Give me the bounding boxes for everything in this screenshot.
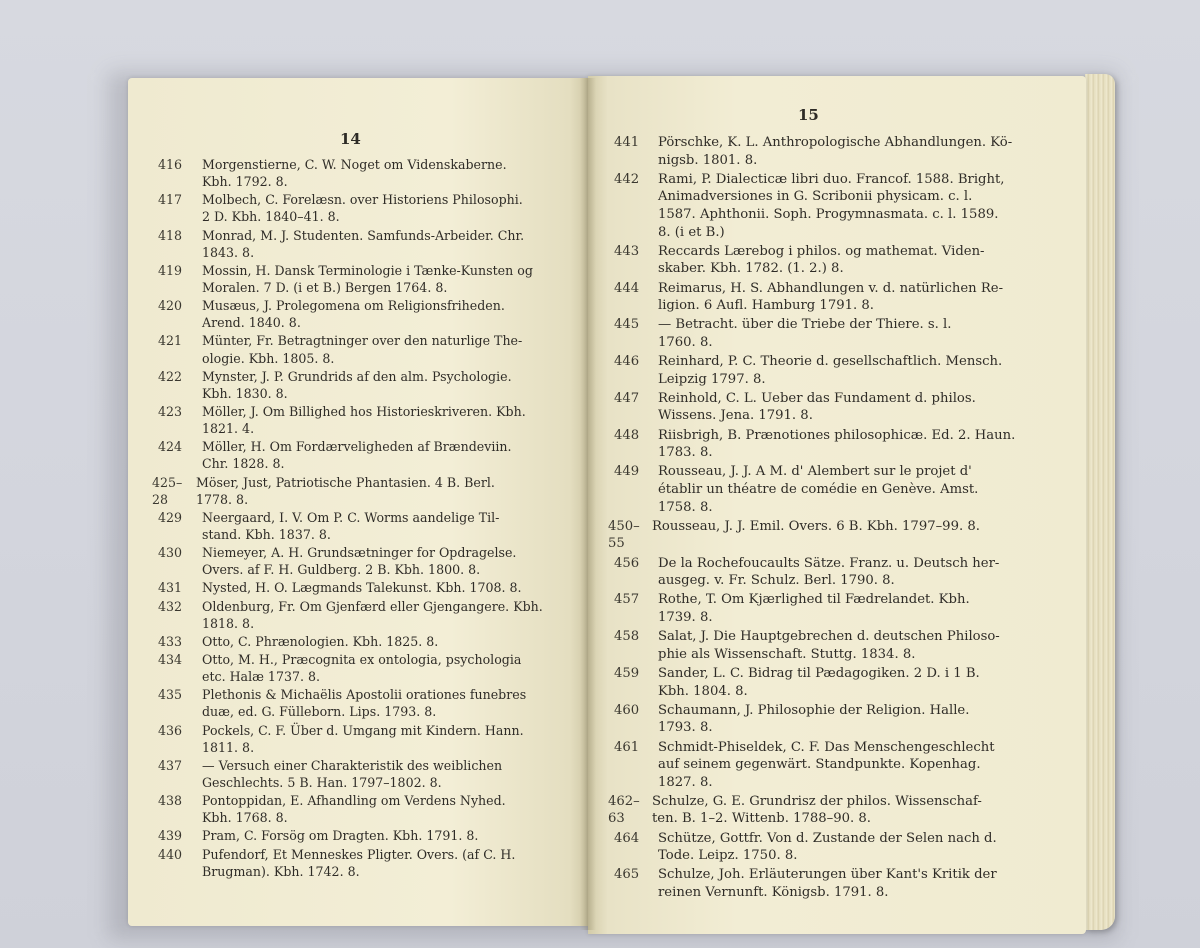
entry-number: 442 [614, 171, 640, 187]
entry-line: etc. Halæ 1737. 8. [202, 669, 321, 685]
entry-line: Leipzig 1797. 8. [658, 371, 766, 387]
entry-number: 456 [614, 555, 640, 571]
catalog-entry [614, 463, 1058, 516]
entry-line: Möller, J. Om Billighed hos Historieskriveren. Kbh. [202, 403, 526, 419]
entry-number: 465 [614, 867, 640, 883]
entry-text [658, 427, 1058, 462]
entry-line: Reinhard, P. C. Theorie d. gesellschaftlich. Mensch. [658, 354, 1003, 370]
entry-text [658, 280, 1058, 315]
entry-number: 434 [158, 652, 183, 668]
entry-number: 431 [158, 580, 183, 596]
entry-line: Rami, P. Dialecticæ libri duo. Francof. 1588. Bright, [658, 171, 1005, 187]
entry-text [652, 518, 1058, 553]
catalog-entry [614, 243, 1058, 278]
entry-number: 446 [614, 354, 640, 370]
catalog-entry [158, 438, 573, 472]
catalog-entry [614, 866, 1058, 901]
entry-line: ausgeg. v. Fr. Schulz. Berl. 1790. 8. [658, 573, 895, 589]
entry-number: 432 [158, 598, 183, 614]
catalog-entry [152, 474, 573, 508]
entry-line: 2 D. Kbh. 1840–41. 8. [202, 209, 340, 225]
entry-line: ologie. Kbh. 1805. 8. [202, 350, 335, 366]
entry-line: 1793. 8. [658, 720, 713, 736]
catalog-entry [158, 544, 573, 578]
catalog-entry [158, 757, 573, 791]
entry-text [202, 686, 573, 720]
entry-line: ten. B. 1–2. Wittenb. 1788–90. 8. [652, 811, 871, 827]
entry-number: 441 [614, 135, 640, 150]
entry-text [202, 827, 573, 844]
entry-text [658, 739, 1058, 792]
catalog-entry [158, 156, 573, 190]
catalog-entry [158, 827, 573, 844]
entry-line: — Betracht. über die Triebe der Thiere. s. l. [658, 317, 952, 333]
entry-text [202, 438, 573, 472]
entry-line: Overs. af F. H. Guldberg. 2 B. Kbh. 1800. 8. [202, 562, 481, 578]
entry-text [202, 792, 573, 826]
entry-line: Schaumann, J. Philosophie der Religion. Halle. [658, 702, 970, 718]
entry-line: Animadversiones in G. Scribonii physicam. c. l. [658, 189, 973, 205]
entry-line: Oldenburg, Fr. Om Gjenfærd eller Gjengangere. Kbh. [202, 598, 543, 614]
entry-number: 422 [158, 368, 183, 384]
entry-text [202, 297, 573, 331]
entry-line: reinen Vernunft. Königsb. 1791. 8. [658, 885, 889, 901]
entry-line: Monrad, M. J. Studenten. Samfunds-Arbeider. Chr. [202, 227, 525, 243]
entry-text [658, 353, 1058, 388]
entry-line: auf seinem gegenwärt. Standpunkte. Kopenhag. [658, 757, 981, 773]
catalog-entry [158, 792, 573, 826]
catalog-entry [158, 686, 573, 720]
entry-number: 430 [158, 545, 183, 561]
entry-number: 418 [158, 227, 183, 243]
catalog-entry [608, 793, 1058, 828]
entry-number: 417 [158, 192, 183, 208]
entry-line: 1758. 8. [658, 499, 713, 515]
catalog-entry [158, 846, 573, 880]
entry-line: skaber. Kbh. 1782. (1. 2.) 8. [658, 261, 844, 277]
entry-line: 1760. 8. [658, 334, 713, 350]
entry-number: 425–28 [152, 474, 183, 507]
entry-line: Nysted, H. O. Lægmands Talekunst. Kbh. 1708. 8. [202, 580, 522, 596]
entry-number: 440 [158, 846, 183, 862]
entry-line: Schütze, Gottfr. Von d. Zustande der Selen nach d. [658, 830, 997, 846]
entry-number: 464 [614, 830, 640, 846]
page-number: 15 [798, 106, 819, 124]
entry-text [202, 191, 573, 225]
entry-line: Reinhold, C. L. Ueber das Fundament d. philos. [658, 390, 976, 406]
book-gutter [580, 78, 596, 930]
catalog-entry [614, 390, 1058, 425]
entry-text [658, 555, 1058, 590]
right-page [588, 76, 1086, 934]
entry-line: Pontoppidan, E. Afhandling om Verdens Nyhed. [202, 793, 506, 809]
entry-text [202, 544, 573, 578]
catalog-entry [158, 368, 573, 402]
entry-line: 1739. 8. [658, 609, 713, 625]
entry-line: Möser, Just, Patriotische Phantasien. 4 B. Berl. [196, 474, 495, 490]
catalog-entry [158, 227, 573, 261]
entry-line: 1827. 8. [658, 774, 713, 790]
entry-text [658, 628, 1058, 663]
entry-line: Schulze, Joh. Erläuterungen über Kant's Kritik der [658, 867, 997, 883]
entry-line: Rousseau, J. J. A M. d' Alembert sur le projet d' [658, 464, 972, 480]
entry-line: nigsb. 1801. 8. [658, 152, 758, 168]
entry-number: 449 [614, 464, 640, 480]
entry-line: Rothe, T. Om Kjærlighed til Fædrelandet. Kbh. [658, 592, 970, 608]
entry-line: Schulze, G. E. Grundrisz der philos. Wissenschaf- [652, 793, 982, 809]
entry-line: Chr. 1828. 8. [202, 456, 285, 472]
entry-text [202, 227, 573, 261]
entry-line: 1821. 4. [202, 421, 255, 437]
entry-number: 436 [158, 722, 183, 738]
entry-line: Tode. Leipz. 1750. 8. [658, 848, 798, 864]
entry-line: Otto, M. H., Præcognita ex ontologia, psychologia [202, 652, 522, 668]
entry-text [202, 579, 573, 596]
entry-line: 1811. 8. [202, 739, 255, 755]
catalog-entry [158, 633, 573, 650]
entry-number: 450–55 [608, 518, 640, 552]
catalog-entry [158, 332, 573, 366]
catalog-entry [158, 509, 573, 543]
catalog-entry [614, 134, 1058, 169]
entry-line: Reimarus, H. S. Abhandlungen v. d. natürlichen Re- [658, 280, 1004, 296]
entry-number: 458 [614, 629, 640, 645]
entry-text [202, 757, 573, 791]
entry-text [202, 368, 573, 402]
entry-line: stand. Kbh. 1837. 8. [202, 526, 331, 542]
catalog-entry [158, 722, 573, 756]
entry-text [658, 866, 1058, 901]
entry-line: Arend. 1840. 8. [202, 315, 301, 331]
entry-line: Neergaard, I. V. Om P. C. Worms aandelige Til- [202, 509, 500, 525]
entry-line: 1843. 8. [202, 244, 255, 260]
entry-number: 462–63 [608, 793, 640, 827]
catalog-entry [614, 280, 1058, 315]
entry-line: Kbh. 1768. 8. [202, 810, 288, 826]
entry-line: Moralen. 7 D. (i et B.) Bergen 1764. 8. [202, 279, 448, 295]
entry-line: 8. (i et B.) [658, 224, 725, 240]
catalog-entry [158, 651, 573, 685]
entry-line: Geschlechts. 5 B. Han. 1797–1802. 8. [202, 774, 442, 790]
entry-text [652, 793, 1058, 828]
entry-line: Pram, C. Forsög om Dragten. Kbh. 1791. 8. [202, 828, 479, 844]
entry-line: Kbh. 1804. 8. [658, 683, 748, 699]
entry-number: 447 [614, 390, 640, 406]
entry-text [658, 390, 1058, 425]
entry-text [658, 243, 1058, 278]
entry-text [202, 598, 573, 632]
entry-number: 457 [614, 592, 640, 608]
entry-line: 1587. Aphthonii. Soph. Progymnasmata. c. l. 1589. [658, 206, 999, 222]
entry-line: Pufendorf, Et Menneskes Pligter. Overs. (af C. H. [202, 846, 516, 862]
entry-line: Mossin, H. Dansk Terminologie i Tænke-Kunsten og [202, 262, 533, 278]
entry-line: Mynster, J. P. Grundrids af den alm. Psychologie. [202, 368, 512, 384]
entry-line: Plethonis & Michaëlis Apostolii orationes funebres [202, 687, 527, 703]
catalog-entry [614, 702, 1058, 737]
entry-line: Sander, L. C. Bidrag til Pædagogiken. 2 D. i 1 B. [658, 665, 980, 681]
entry-line: Pörschke, K. L. Anthropologische Abhandlungen. Kö- [658, 135, 1013, 150]
catalog-entry [158, 403, 573, 437]
catalog-entry [158, 598, 573, 632]
entry-number: 435 [158, 687, 183, 703]
entry-text [202, 722, 573, 756]
entry-line: Wissens. Jena. 1791. 8. [658, 408, 813, 424]
entry-number: 416 [158, 157, 183, 172]
catalog-entry [614, 427, 1058, 462]
catalog-entry [614, 353, 1058, 388]
entry-text [658, 134, 1058, 169]
entry-number: 423 [158, 403, 183, 419]
entry-text [202, 633, 573, 650]
entry-text [658, 316, 1058, 351]
entry-line: phie als Wissenschaft. Stuttg. 1834. 8. [658, 646, 916, 662]
entry-line: Rousseau, J. J. Emil. Overs. 6 B. Kbh. 1797–99. 8. [652, 518, 980, 534]
entry-number: 448 [614, 427, 640, 443]
catalog-entry [158, 297, 573, 331]
entry-text [658, 830, 1058, 865]
entry-text [202, 509, 573, 543]
entry-line: — Versuch einer Charakteristik des weiblichen [202, 757, 503, 773]
entry-line: Brugman). Kbh. 1742. 8. [202, 863, 360, 879]
entry-text [196, 474, 573, 508]
entry-line: Salat, J. Die Hauptgebrechen d. deutschen Philoso- [658, 629, 1000, 645]
left-page [128, 78, 588, 926]
entry-text [658, 171, 1058, 241]
entry-line: 1778. 8. [196, 491, 249, 507]
catalog-entry [614, 555, 1058, 590]
entry-line: De la Rochefoucaults Sätze. Franz. u. Deutsch her- [658, 555, 1000, 571]
catalog-entry [614, 591, 1058, 626]
entry-line: duæ, ed. G. Fülleborn. Lips. 1793. 8. [202, 704, 437, 720]
entry-number: 420 [158, 298, 183, 314]
catalog-entry [158, 191, 573, 225]
entry-text [202, 262, 573, 296]
page-edges [1085, 74, 1115, 930]
entry-line: Möller, H. Om Fordærveligheden af Brændeviin. [202, 439, 512, 455]
entry-text [202, 332, 573, 366]
catalog-entry [614, 739, 1058, 792]
entry-number: 437 [158, 757, 183, 773]
entry-line: Pockels, C. F. Über d. Umgang mit Kindern. Hann. [202, 722, 524, 738]
entry-line: Kbh. 1830. 8. [202, 385, 288, 401]
entry-number: 438 [158, 793, 183, 809]
entry-line: ligion. 6 Aufl. Hamburg 1791. 8. [658, 298, 874, 314]
entry-number: 424 [158, 439, 183, 455]
entry-line: Münter, Fr. Betragtninger over den naturlige The- [202, 333, 523, 349]
entry-text [202, 846, 573, 880]
entry-line: Molbech, C. Forelæsn. over Historiens Philosophi. [202, 192, 523, 208]
entry-number: 439 [158, 828, 183, 844]
entry-number: 460 [614, 702, 640, 718]
entry-line: Kbh. 1792. 8. [202, 174, 288, 190]
entry-number: 429 [158, 509, 183, 525]
entry-number: 419 [158, 262, 183, 278]
entry-number: 445 [614, 317, 640, 333]
entry-text [658, 665, 1058, 700]
page-number: 14 [340, 130, 361, 148]
catalog-entry [158, 579, 573, 596]
entry-number: 461 [614, 739, 640, 755]
entry-line: 1818. 8. [202, 615, 255, 631]
catalog-entry [158, 262, 573, 296]
entry-line: Musæus, J. Prolegomena om Religionsfriheden. [202, 298, 505, 314]
entry-number: 433 [158, 633, 183, 649]
entry-text [202, 156, 573, 190]
catalog-entry [614, 830, 1058, 865]
entry-text [658, 702, 1058, 737]
entry-list [608, 134, 1058, 903]
catalog-entry [614, 171, 1058, 241]
entry-number: 443 [614, 243, 640, 259]
entry-text [658, 591, 1058, 626]
entry-text [658, 463, 1058, 516]
entry-line: Morgenstierne, C. W. Noget om Videnskaberne. [202, 157, 507, 172]
catalog-entry [614, 665, 1058, 700]
entry-number: 459 [614, 665, 640, 681]
entry-list [152, 156, 573, 881]
entry-line: 1783. 8. [658, 445, 713, 461]
catalog-entry [614, 316, 1058, 351]
entry-text [202, 403, 573, 437]
entry-number: 444 [614, 280, 640, 296]
entry-line: Niemeyer, A. H. Grundsætninger for Opdragelse. [202, 545, 517, 561]
entry-line: Schmidt-Phiseldek, C. F. Das Menschengeschlecht [658, 739, 995, 755]
catalog-entry [608, 518, 1058, 553]
entry-line: Reccards Lærebog i philos. og mathemat. Viden- [658, 243, 985, 259]
entry-text [202, 651, 573, 685]
entry-line: Riisbrigh, B. Prænotiones philosophicæ. Ed. 2. Haun. [658, 427, 1016, 443]
entry-number: 421 [158, 333, 183, 349]
entry-line: Otto, C. Phrænologien. Kbh. 1825. 8. [202, 633, 439, 649]
entry-line: établir un théatre de comédie en Genève. Amst. [658, 482, 979, 498]
catalog-entry [614, 628, 1058, 663]
